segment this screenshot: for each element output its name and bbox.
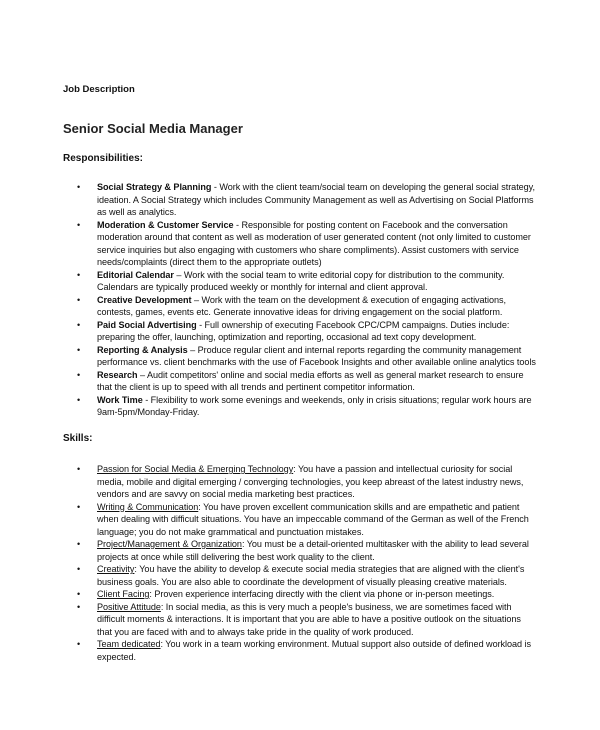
item-term: Reporting & Analysis bbox=[97, 344, 188, 355]
item-term: Passion for Social Media & Emerging Technology bbox=[97, 464, 294, 474]
item-term: Paid Social Advertising bbox=[97, 319, 197, 330]
bullet-icon: • bbox=[77, 394, 81, 405]
bullet-icon: • bbox=[77, 294, 81, 305]
bullet-icon: • bbox=[77, 269, 81, 280]
item-term: Writing & Communication bbox=[97, 501, 199, 512]
item-term: Project/Management & Organization bbox=[97, 539, 242, 549]
skills-heading: Skills: bbox=[63, 433, 93, 444]
bullet-icon: • bbox=[77, 564, 81, 574]
bullet-icon: • bbox=[77, 639, 81, 649]
item-term: Team dedicated bbox=[97, 639, 161, 649]
responsibilities-heading: Responsibilities: bbox=[63, 153, 144, 164]
item-text: : In social media, as this is very much a people's business, we are sometimes faced with difficult moments & interactions. It is important that you are able to have a positive outlook on the situations that you are faced with and to always take pride in the quality of work produced. bbox=[97, 601, 521, 637]
bullet-icon: • bbox=[77, 501, 81, 512]
list-item bbox=[63, 319, 537, 344]
item-term: Moderation & Customer Service bbox=[97, 219, 234, 230]
item-term: Research bbox=[97, 369, 138, 380]
list-item bbox=[63, 369, 537, 394]
item-text: - Responsible for posting content on Facebook and the conversation moderation around that content as well as moderation of user generated content (not only limited to customer service inquiries but also engaging with customers who share compliments). Assist customers with service needs/complaints (direct them to the appropriate outlets) bbox=[97, 219, 531, 267]
item-text: - Work with the client team/social team on developing the general social strategy, ideation. A Social Strategy which includes Community Management as well as Advertising on Social Platforms as well as analytics. bbox=[97, 182, 535, 217]
item-term: Positive Attitude bbox=[97, 601, 161, 612]
bullet-icon: • bbox=[77, 539, 81, 549]
list-item bbox=[63, 638, 537, 663]
list-item bbox=[63, 588, 537, 601]
document-label: Job Description bbox=[63, 84, 135, 95]
item-text: : You have proven excellent communication skills and are empathetic and patient when dealing with difficult situations. You have an impeccable command of the German as well of the French language; you do not make grammatical and punctuation mistakes. bbox=[97, 501, 529, 537]
item-term: Work Time bbox=[97, 394, 143, 405]
bullet-icon: • bbox=[77, 319, 81, 330]
item-text: : You have the ability to develop & execute social media strategies that are aligned with the client's business goals. You are also able to coordinate the development of visually pleasing creative materials. bbox=[97, 564, 525, 587]
skills-list bbox=[63, 463, 537, 663]
item-text: : Proven experience interfacing directly with the client via phone or in-person meetings. bbox=[149, 589, 495, 599]
item-text: - Flexibility to work some evenings and weekends, only in crisis situations; regular work hours are 9am-5pm/Monday-Friday. bbox=[97, 394, 532, 417]
list-item bbox=[63, 219, 537, 269]
list-item bbox=[63, 501, 537, 539]
item-text: – Work with the social team to write editorial copy for distribution to the community. Calendars are typically produced weekly or monthly for internal and client approval. bbox=[97, 269, 505, 292]
list-item bbox=[63, 601, 537, 639]
item-term: Editorial Calendar bbox=[97, 269, 174, 280]
list-item bbox=[63, 394, 537, 419]
item-text: – Audit competitors' online and social media efforts as well as general market research to ensure that the client is up to speed with all trends and pertinent competitor information. bbox=[97, 369, 524, 392]
bullet-icon: • bbox=[77, 182, 81, 192]
bullet-icon: • bbox=[77, 589, 81, 599]
list-item bbox=[63, 563, 537, 588]
list-item bbox=[63, 294, 537, 319]
item-term: Creativity bbox=[97, 564, 135, 574]
responsibilities-list bbox=[63, 181, 537, 419]
item-term: Client Facing bbox=[97, 589, 150, 599]
item-text: : You must be a detail-oriented multitasker with the ability to lead several projects at once while still delivering the best work quality to the client. bbox=[97, 539, 529, 562]
bullet-icon: • bbox=[77, 219, 81, 230]
bullet-icon: • bbox=[77, 464, 81, 474]
list-item bbox=[63, 463, 537, 501]
list-item bbox=[63, 269, 537, 294]
list-item bbox=[63, 538, 537, 563]
item-text: - Full ownership of executing Facebook CPC/CPM campaigns. Duties include: preparing the offer, launching, optimization and reporting, occasional ad text copy development. bbox=[97, 319, 510, 342]
page-title: Senior Social Media Manager bbox=[63, 121, 243, 136]
bullet-icon: • bbox=[77, 601, 81, 612]
bullet-icon: • bbox=[77, 369, 81, 380]
item-term: Creative Development bbox=[97, 294, 192, 305]
item-term: Social Strategy & Planning bbox=[97, 182, 212, 192]
item-text: – Work with the team on the development & execution of engaging activations, contests, games, events etc. Generate innovative ideas for driving engagement on the social platform. bbox=[97, 294, 506, 317]
item-text: – Produce regular client and internal reports regarding the community management performance vs. client benchmarks with the use of Facebook Insights and other available online analytics tools bbox=[97, 344, 536, 367]
list-item bbox=[63, 344, 537, 369]
list-item bbox=[63, 181, 537, 219]
item-text: : You have a passion and intellectual curiosity for social media, mobile and digital emerging / converging technologies, you keep abreast of the latest industry news, vendors and are savvy on social media marketing best practices. bbox=[97, 464, 524, 499]
bullet-icon: • bbox=[77, 344, 81, 355]
item-text: : You work in a team working environment. Mutual support also outside of defined workload is expected. bbox=[97, 639, 531, 662]
